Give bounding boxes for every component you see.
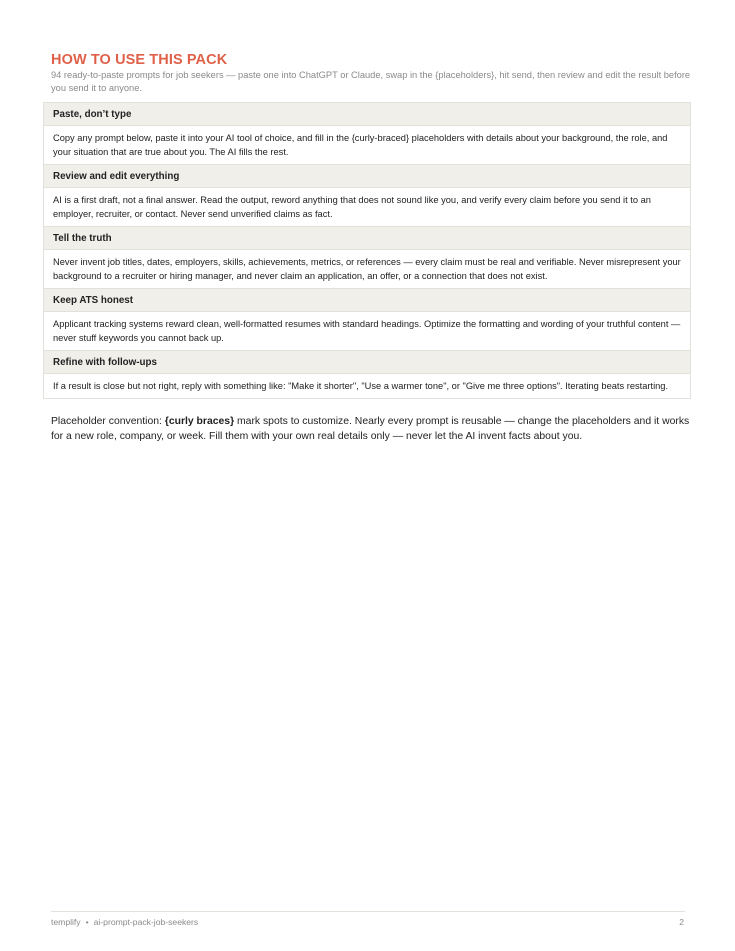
tip-truth <box>44 227 690 289</box>
note-emphasis: {curly braces} <box>164 416 235 427</box>
tip-review <box>44 165 690 227</box>
tip-body: Never invent job titles, dates, employers, skills, achievements, metrics, or references — every claim must be real and verifiable. Never misrepresent your background to a recruiter or hiring manager, and never claim an application, an offer, or a connection that does not exist. <box>44 250 690 289</box>
tip-heading: Tell the truth <box>44 227 690 250</box>
footer-separator: • <box>85 917 89 927</box>
tip-refine <box>44 351 690 398</box>
tip-heading: Refine with follow-ups <box>44 351 690 374</box>
tip-body: Applicant tracking systems reward clean, well-formatted resumes with standard headings. Optimize the formatting and wording of your truthful content — never stuff keywords you cannot back up. <box>44 312 690 351</box>
tip-heading: Paste, don’t type <box>44 103 690 126</box>
footer-brand: templify <box>51 917 81 927</box>
footer-left <box>51 917 198 927</box>
page-number: 2 <box>679 917 684 927</box>
tip-body: AI is a first draft, not a final answer. Read the output, reword anything that does not sound like you, and verify every claim before you send it to an employer, recruiter, or contact. Never send unverified claims as fact. <box>44 188 690 227</box>
tip-heading: Keep ATS honest <box>44 289 690 312</box>
tip-heading: Review and edit everything <box>44 165 690 188</box>
note-rest: mark spots to customize. Nearly every prompt is reusable — change the placeholders and it works for a new role, company, or week. Fill them with your own real details only — never let the AI invent facts about you. <box>51 416 690 442</box>
footer-divider <box>51 911 685 912</box>
page-title: HOW TO USE THIS PACK <box>51 52 228 68</box>
tip-body: Copy any prompt below, paste it into your AI tool of choice, and fill in the {curly-braced} placeholders with details about your background, the role, and your situation that are true about you. The AI fills the rest. <box>44 126 690 165</box>
page-subtitle: 94 ready-to-paste prompts for job seekers — paste one into ChatGPT or Claude, swap in the {placeholders}, hit send, then review and edit the result before you send it to anyone. <box>51 70 691 93</box>
usage-tips-table <box>43 102 691 399</box>
placeholder-convention-note <box>51 414 691 444</box>
tip-paste <box>44 103 690 165</box>
footer-doc-slug: ai-prompt-pack-job-seekers <box>93 917 199 927</box>
note-lead: Placeholder convention: <box>51 416 165 427</box>
tip-ats <box>44 289 690 351</box>
tip-body: If a result is close but not right, reply with something like: "Make it shorter", "Use a warmer tone", or "Give me three options". Iterating beats restarting. <box>44 374 690 398</box>
